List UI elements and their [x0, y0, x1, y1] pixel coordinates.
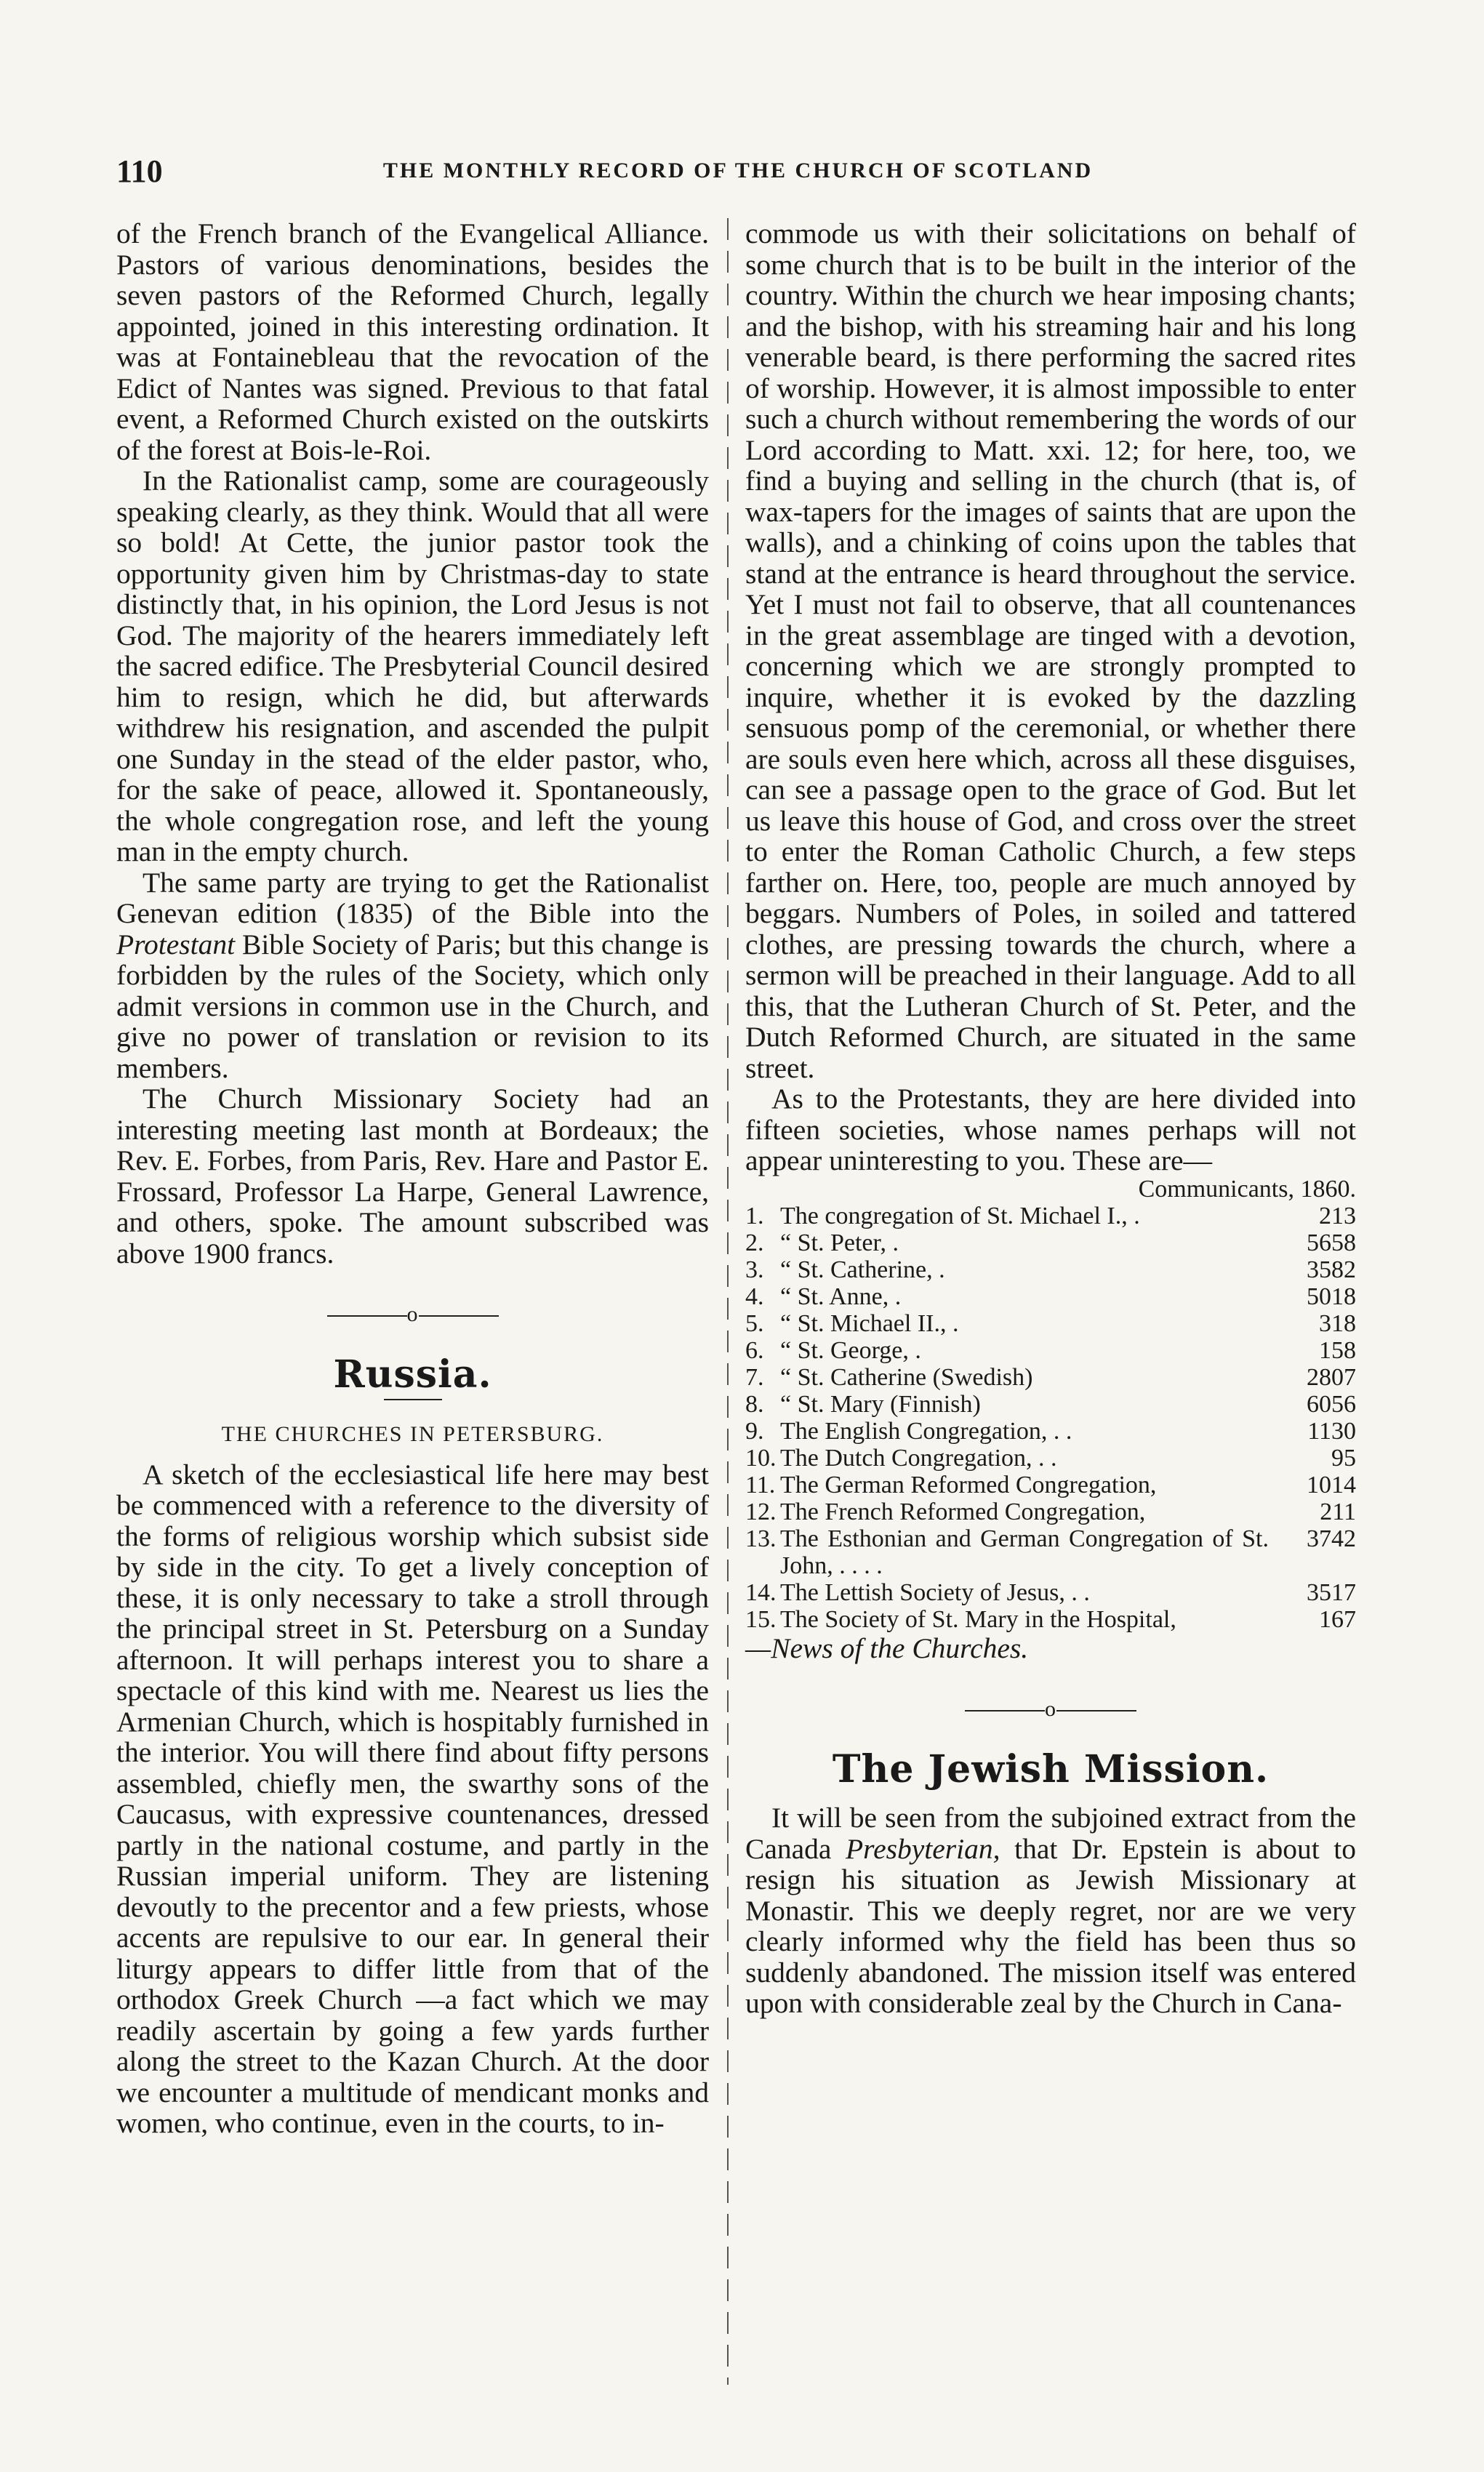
congregation-name: The congregation of St. Michael I., . [780, 1202, 1140, 1229]
section-title-jewish-mission: The Jewish Mission. [832, 1746, 1270, 1791]
row-number: 14. [745, 1578, 777, 1606]
communicant-count: 1130 [1307, 1417, 1356, 1445]
subheading: THE CHURCHES IN PETERSBURG. [221, 1422, 604, 1446]
congregation-name: The English Congregation, . . [780, 1417, 1072, 1445]
row-number: 7. [745, 1363, 764, 1391]
row-number: 4. [745, 1283, 764, 1310]
communicant-count: 3582 [1307, 1256, 1356, 1283]
congregation-name: “ St. Catherine, . [780, 1256, 945, 1283]
communicant-count: 95 [1331, 1444, 1356, 1472]
page-header [116, 153, 1360, 196]
communicant-count: 6056 [1307, 1390, 1356, 1418]
section-separator: o [745, 1694, 1356, 1725]
left-column [116, 218, 709, 2139]
row-number: 2. [745, 1229, 764, 1256]
title-rule [384, 1399, 442, 1400]
column-divider [727, 218, 729, 2385]
communicants-table-header: Communicants, 1860. [1138, 1175, 1356, 1203]
section-title-russia: Russia. [333, 1352, 492, 1397]
row-number: 15. [745, 1605, 777, 1633]
table-row [745, 1391, 1356, 1418]
communicant-count: 167 [1319, 1605, 1356, 1633]
communicant-count: 3517 [1307, 1578, 1356, 1606]
congregation-name: The Esthonian and German Congregation of St. John, . . . . [780, 1525, 1269, 1579]
communicant-count: 2807 [1307, 1363, 1356, 1391]
communicant-count: 5658 [1307, 1229, 1356, 1256]
row-number: 11. [745, 1471, 776, 1498]
congregation-name: “ St. Anne, . [780, 1283, 902, 1310]
congregation-name: “ St. Michael II., . [780, 1309, 959, 1337]
congregation-name: The Lettish Society of Jesus, . . [780, 1578, 1090, 1606]
table-row [745, 1310, 1356, 1337]
table-row [745, 1498, 1356, 1525]
table-row [745, 1283, 1356, 1310]
paragraph: In the Rationalist camp, some are courageously speaking clearly, as they think. Would that all were so bold! At Cette, the junior pastor took the opportunity given him by Christmas-day to state distinctly that, in his opinion, the Lord Jesus is not God. The majority of the hearers immediately left the sacred edifice. The Presbyterial Council desired him to resign, which he did, but afterwards withdrew his resignation, and ascended the pulpit one Sunday in the stead of the elder pastor, who, for the sake of peace, allowed it. Spontaneously, the whole congregation rose, and left the young man in the empty church. [116, 465, 709, 867]
communicant-count: 158 [1319, 1336, 1356, 1364]
congregation-name: The German Reformed Congregation, [780, 1471, 1157, 1498]
communicant-count: 1014 [1307, 1471, 1356, 1498]
congregation-name: The French Reformed Congregation, [780, 1498, 1146, 1525]
communicants-table [745, 1203, 1356, 1633]
table-row [745, 1203, 1356, 1229]
paragraph: commode us with their solicitations on behalf of some church that is to be built in the interior of the country. Within the church we hear imposing chants; and the bishop, with his streaming hair and his long venerable beard, is there performing the sacred rites of worship. However, it is almost impossible to enter such a church without remembering the words of our Lord according to Matt. xxi. 12; for here, too, we find a buying and selling in the church (that is, of wax-tapers for the images of saints that are upon the walls), and a chinking of coins upon the tables that stand at the entrance is heard throughout the service. Yet I must not fail to observe, that all countenances in the great assemblage are tinged with a devotion, concerning which we are strongly prompted to inquire, whether it is evoked by the dazzling sensuous pomp of the ceremonial, or whether there are souls even here which, across all these disguises, can see a passage open to the grace of God. But let us leave this house of God, and cross over the street to enter the Roman Catholic Church, a few steps farther on. Here, too, people are much annoyed by beggars. Numbers of Poles, in soiled and tattered clothes, are pressing towards the church, where a sermon will be preached in their language. Add to all this, that the Lutheran Church of St. Peter, and the Dutch Reformed Church, are situated in the same street. [745, 217, 1356, 1084]
table-row [745, 1256, 1356, 1283]
table-row [745, 1472, 1356, 1498]
congregation-name: “ St. Mary (Finnish) [780, 1390, 981, 1418]
congregation-name: The Dutch Congregation, . . [780, 1444, 1057, 1472]
right-column [745, 218, 1356, 2019]
congregation-name: “ St. George, . [780, 1336, 921, 1364]
table-row [745, 1525, 1356, 1579]
table-row [745, 1364, 1356, 1391]
row-number: 5. [745, 1309, 764, 1337]
paragraph: As to the Protestants, they are here divided into fifteen societies, whose names perhaps will not appear uninteresting to you. These are— [745, 1083, 1356, 1176]
paragraph: A sketch of the ecclesiastical life here may best be commenced with a reference to the diversity of the forms of religious worship which subsist side by side in the city. To get a lively conception of these, it is only necessary to take a stroll through the principal street in St. Petersburg on a Sunday afternoon. It will perhaps interest you to share a spectacle of this kind with me. Nearest us lies the Armenian Church, which is hospitably furnished in the interior. You will there find about fifty persons assembled, chiefly men, the swarthy sons of the Caucasus, with expressive countenances, dressed partly in the national costume, and partly in the Russian imperial uniform. They are listening devoutly to the precentor and a few priests, whose accents are repulsive to our ear. In general their liturgy appears to differ little from that of the orthodox Greek Church —a fact which we may readily ascertain by going a few yards further along the street to the Kazan Church. At the door we encounter a multitude of mendicant monks and women, who continue, even in the courts, to in- [116, 1458, 709, 2139]
row-number: 6. [745, 1336, 764, 1364]
congregation-name: The Society of St. Mary in the Hospital, [780, 1605, 1176, 1633]
paragraph: The same party are trying to get the Rationalist Genevan edition (1835) of the Bible into the Protestant Bible Society of Paris; but this change is forbidden by the rules of the Society, which only admit versions in common use in the Church, and give no power of translation or revision to its members. [116, 866, 709, 1084]
table-row [745, 1606, 1356, 1633]
row-number: 8. [745, 1390, 764, 1418]
paragraph: of the French branch of the Evangelical Alliance. Pastors of various denominations, besides the seven pastors of the Reformed Church, legally appointed, joined in this interesting ordination. It was at Fontainebleau that the revocation of the Edict of Nantes was signed. Previous to that fatal event, a Reformed Church existed on the outskirts of the forest at Bois-le-Roi. [116, 217, 709, 466]
paragraph: The Church Missionary Society had an interesting meeting last month at Bordeaux; the Rev. E. Forbes, from Paris, Rev. Hare and Pastor E. Frossard, Professor La Harpe, General Lawrence, and others, spoke. The amount subscribed was above 1900 francs. [116, 1083, 709, 1269]
row-number: 10. [745, 1444, 777, 1472]
communicant-count: 5018 [1307, 1283, 1356, 1310]
row-number: 9. [745, 1417, 764, 1445]
communicant-count: 211 [1320, 1498, 1356, 1525]
paragraph: It will be seen from the subjoined extract from the Canada Presbyterian, that Dr. Epstein is about to resign his situation as Jewish Missionary at Monastir. This we deeply regret, nor are we very clearly informed why the field has been thus so suddenly abandoned. The mission itself was entered upon with considerable zeal by the Church in Cana- [745, 1802, 1356, 2019]
communicant-count: 213 [1319, 1202, 1356, 1229]
table-row [745, 1418, 1356, 1445]
table-row [745, 1579, 1356, 1606]
row-number: 13. [745, 1525, 777, 1552]
communicant-count: 318 [1319, 1309, 1356, 1337]
communicant-count: 3742 [1307, 1525, 1356, 1552]
row-number: 12. [745, 1498, 777, 1525]
running-title: THE MONTHLY RECORD OF THE CHURCH OF SCOTLAND [382, 158, 1094, 182]
congregation-name: “ St. Peter, . [780, 1229, 899, 1256]
congregation-name: “ St. Catherine (Swedish) [780, 1363, 1033, 1391]
table-row [745, 1337, 1356, 1364]
row-number: 1. [745, 1202, 764, 1229]
section-separator: o [116, 1299, 709, 1331]
table-row [745, 1229, 1356, 1256]
table-row [745, 1445, 1356, 1472]
page-number: 110 [116, 153, 163, 189]
attribution: —News of the Churches. [745, 1632, 1029, 1664]
row-number: 3. [745, 1256, 764, 1283]
